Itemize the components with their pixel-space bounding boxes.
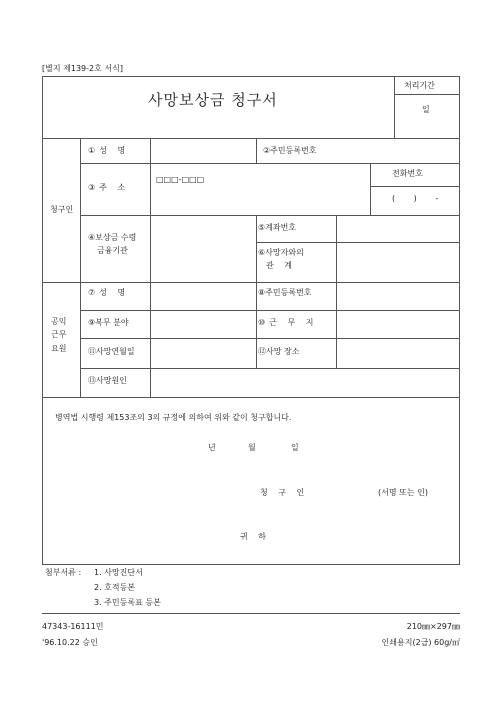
processing-value: 일 (422, 105, 430, 114)
frame-top (42, 76, 460, 77)
death-place-label: ⑫사망 장소 (258, 347, 300, 356)
addressee: 귀 하 (240, 532, 270, 541)
row-line (42, 138, 460, 139)
workplace-label: ⑩근 무 지 (258, 318, 318, 327)
date-year: 년 (208, 443, 216, 452)
service-field-label: ⑨복무 분야 (88, 318, 129, 327)
form-title: 사망보상금 청구서 (148, 91, 278, 109)
frame-right (459, 76, 460, 565)
attachments-bottom-line (42, 613, 460, 614)
footer-approval: '96.10.22 승인 (42, 638, 98, 647)
bank-label-line1: ④보상금 수령 (88, 233, 137, 242)
label-column-divider (150, 138, 151, 397)
attachment-item: 3. 주민등록표 등본 (94, 598, 161, 607)
signature-mark: (서명 또는 인) (378, 488, 428, 497)
frame-left (42, 76, 43, 565)
claimant-section-label: 청구인 (50, 205, 74, 214)
claimant-rrn-label: ②주민등록번호 (263, 146, 317, 155)
address-postcode: □□□-□□□ (156, 175, 205, 184)
death-date-label: ⑪사망연월일 (88, 347, 135, 356)
attachment-item: 1. 사망진단서 (94, 568, 143, 577)
worker-value-divider (336, 282, 337, 368)
row-line (80, 368, 460, 369)
phone-split (370, 186, 460, 187)
row-line (80, 338, 460, 339)
relation-label-line2: 관 계 (266, 261, 296, 270)
frame-bottom (42, 564, 460, 565)
worker-section-label-2: 근무 (51, 330, 67, 339)
claimant-name-label: ①성 명 (88, 146, 130, 155)
row-line (80, 310, 460, 311)
footer-paper: 인쇄용지(2급) 60g/㎡ (381, 638, 460, 647)
footer-size: 210㎜×297㎜ (406, 622, 460, 631)
relation-label-line1: ⑥사망자와의 (258, 248, 304, 257)
signer-label: 청 구 인 (260, 488, 309, 497)
worker-section-label-1: 공익 (51, 317, 67, 326)
worker-divider (256, 282, 257, 368)
footer-code: 47343-16111민 (42, 622, 104, 631)
row-line (42, 397, 460, 398)
death-cause-label: ⑬사망원인 (88, 376, 127, 385)
account-label: ⑤계좌번호 (258, 223, 297, 232)
date-day: 일 (291, 443, 299, 452)
worker-rrn-label: ⑧주민등록번호 (258, 288, 312, 297)
row-line (42, 282, 460, 283)
row-line (80, 215, 460, 216)
processing-split (394, 94, 460, 95)
phone-divider (370, 163, 371, 215)
phone-format: ( ) - (392, 194, 447, 203)
account-value-divider (336, 215, 337, 282)
attachments-label: 첨부서류 : (45, 568, 82, 577)
statement-text: 병역법 시행령 제153조의 3의 규정에 의하여 위와 같이 청구합니다. (55, 413, 292, 422)
processing-divider (394, 76, 395, 138)
attachment-item: 2. 호적등본 (94, 583, 136, 592)
rrn-divider (256, 138, 257, 163)
worker-name-label: ⑦성 명 (88, 288, 130, 297)
section-label-divider (80, 138, 81, 397)
row-line (256, 242, 460, 243)
date-month: 월 (248, 443, 256, 452)
claimant-address-label: ③주 소 (88, 183, 130, 192)
phone-label: 전화번호 (392, 169, 423, 178)
row-line (80, 163, 460, 164)
form-code: [별지 제139-2호 서식] (42, 64, 123, 73)
processing-label: 처리기간 (404, 81, 435, 90)
worker-section-label-3: 요원 (51, 344, 67, 353)
bank-label-line2: 금융기관 (97, 246, 128, 255)
account-divider (256, 215, 257, 282)
